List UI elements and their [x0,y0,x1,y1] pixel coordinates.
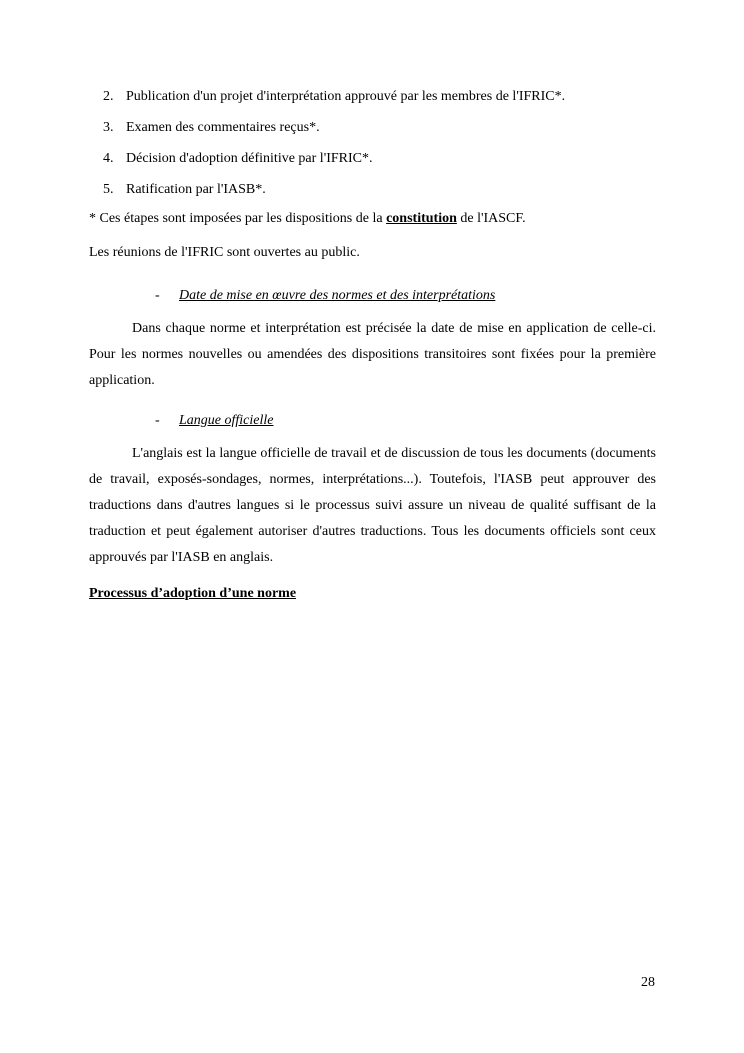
list-number: 5. [103,182,114,197]
list-text: Ratification par l'IASB*. [126,182,266,197]
paragraph-dates [89,316,656,394]
paragraph-text: L'anglais est la langue officielle de travail et de discussion de tous les documents (documents de travail, exposés-sondages, normes, interprétations...). Toutefois, l'IASB peut approuver des traductions dans d'autres langues si le processus suivi assure un niveau de qualité suffisant de la traduction et peut également autoriser d'autres traductions. Tous les documents officiels sont ceux approuvés par l'IASB en anglais. [89,446,656,565]
public-meetings-note: Les réunions de l'IFRIC sont ouvertes au public. [89,245,360,260]
footnote-text-before: * Ces étapes sont imposées par les dispositions de la [89,211,387,226]
list-number: 2. [103,89,114,104]
page-number: 28 [641,975,655,990]
paragraph-langue [89,441,656,571]
list-item-step-2 [103,89,565,105]
section-heading-dates [155,288,495,304]
paragraph-text: Dans chaque norme et interprétation est précisée la date de mise en application de celle-ci. Pour les normes nouvelles ou amendées des dispositions transitoires sont fixées pour la première application. [89,321,656,388]
list-number: 3. [103,120,114,135]
footnote [89,211,526,227]
list-text: Décision d'adoption définitive par l'IFRIC*. [126,151,373,166]
section-heading-langue [155,413,273,429]
heading-text: Langue officielle [179,413,274,428]
bullet-dash: - [155,288,160,303]
list-text: Examen des commentaires reçus*. [126,120,320,135]
list-item-step-4 [103,151,373,167]
list-item-step-3 [103,120,320,136]
process-heading: Processus d’adoption d’une norme [89,586,297,601]
list-number: 4. [103,151,114,166]
list-text: Publication d'un projet d'interprétation approuvé par les membres de l'IFRIC*. [126,89,566,104]
constitution-link[interactable]: constitution [386,211,457,226]
bullet-dash: - [155,413,160,428]
footnote-text-after: de l'IASCF. [456,211,526,226]
heading-text: Date de mise en œuvre des normes et des interprétations [179,288,496,303]
list-item-step-5 [103,182,266,198]
